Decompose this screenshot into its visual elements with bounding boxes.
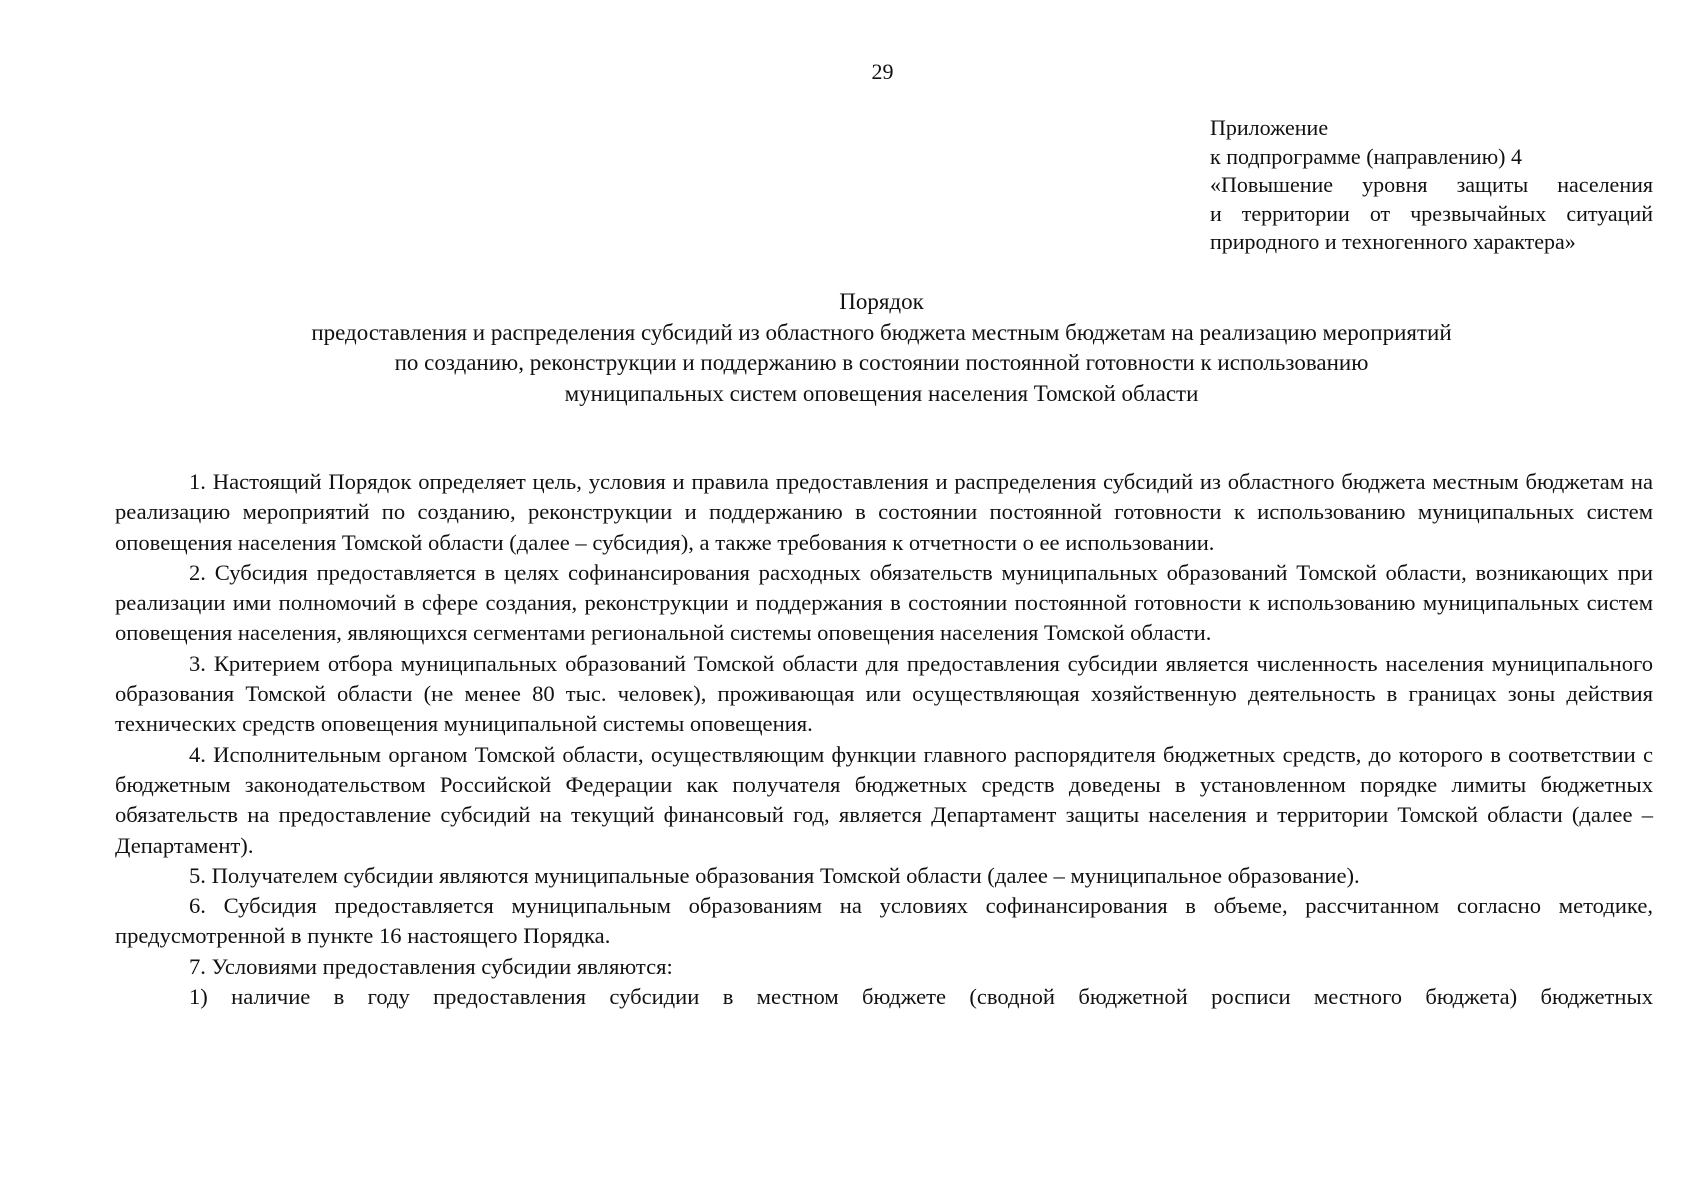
paragraph-4: 4. Исполнительным органом Томской области, осуществляющим функции главного распорядителя бюджетных средств, до которого в соответствии с бюджетным законодательством Российской Федерации как получателя бюджетных средств доведены в установленном порядке лимиты бюджетных обязательств на предоставление субсидий на текущий финансовый год, является Департамент защиты населения и территории Томской области (далее – Департамент). (115, 741, 1653, 858)
paragraph-7: 7. Условиями предоставления субсидии являются: (189, 953, 673, 979)
page-number: 29 (871, 59, 894, 84)
paragraph-5: 5. Получателем субсидии являются муниципальные образования Томской области (далее – муниципальное образование). (189, 862, 1360, 888)
title-heading: Порядок (839, 289, 924, 314)
appendix-line: «Повышение уровня защиты населения (1210, 172, 1653, 197)
appendix-line: Приложение (1210, 115, 1329, 140)
appendix-line: к подпрограмме (направлению) 4 (1210, 143, 1522, 169)
document-body (115, 467, 1653, 1012)
document-title (110, 287, 1653, 409)
appendix-line: и территории от чрезвычайных ситуаций (1210, 200, 1653, 226)
paragraph-2: 2. Субсидия предоставляется в целях софинансирования расходных обязательств муниципальных образований Томской области, возникающих при реализации ими полномочий в сфере создания, реконструкции и поддержания в состоянии постоянной готовности к использованию муниципальных систем оповещения населения, являющихся сегментами региональной системы оповещения населения Томской области. (115, 559, 1653, 646)
paragraph-3: 3. Критерием отбора муниципальных образований Томской области для предоставления субсидии является численность населения муниципального образования Томской области (не менее 80 тыс. человек), проживающая или осуществляющая хозяйственную деятельность в границах зоны действия технических средств оповещения муниципальной системы оповещения. (115, 650, 1653, 737)
title-line: муниципальных систем оповещения населения Томской области (564, 380, 1199, 406)
appendix-header (1210, 114, 1653, 257)
appendix-line: природного и техногенного характера» (1210, 229, 1576, 254)
paragraph-7-item-1: 1) наличие в году предоставления субсидии в местном бюджете (сводной бюджетной росписи местного бюджета) бюджетных (189, 984, 1653, 1010)
title-line: предоставления и распределения субсидий из областного бюджета местным бюджетам на реализацию мероприятий (311, 319, 1452, 345)
paragraph-1: 1. Настоящий Порядок определяет цель, условия и правила предоставления и распределения субсидий из областного бюджета местным бюджетам на реализацию мероприятий по созданию, реконструкции и поддержанию в состоянии постоянной готовности к использованию муниципальных систем оповещения населения Томской области (далее – субсидия), а также требования к отчетности о ее использовании. (115, 469, 1653, 555)
paragraph-6: 6. Субсидия предоставляется муниципальным образованиям на условиях софинансирования в объеме, рассчитанном согласно методике, предусмотренной в пункте 16 настоящего Порядка. (115, 893, 1653, 949)
title-line: по созданию, реконструкции и поддержанию в состоянии постоянной готовности к использованию (394, 350, 1369, 375)
